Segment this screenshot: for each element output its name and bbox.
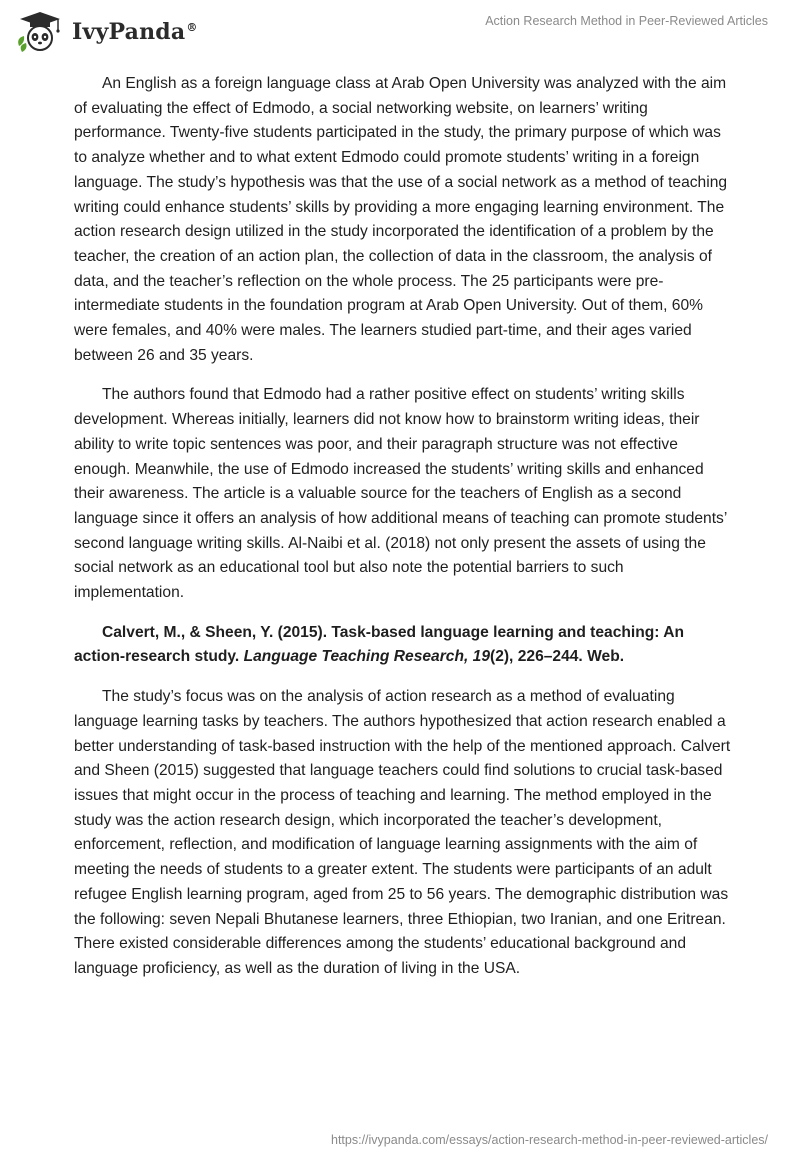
body-paragraph: An English as a foreign language class at Arab Open University was analyzed with the aim of evaluating the effect of Edmodo, a social networking website, on learners’ writing performance. Twenty-five students participated in the study, the primary purpose of which was to analyze whether and to what extent Edmodo could promote students’ writing in a foreign language. The study’s hypothesis was that the use of a social network as a method of teaching writing could enhance students’ skills by providing a more engaging learning environment. The action research design utilized in the study incorporated the identification of a problem by the teacher, the creation of an action plan, the collection of data in the classroom, the analysis of data, and the teacher’s reflection on the whole process. The 25 participants were pre-intermediate students in the foundation program at Arab Open University. Out of them, 60% were females, and 40% were males. The learners studied part-time, and their ages varied between 26 and 35 years.	[74, 75, 728, 364]
reference-citation	[74, 621, 734, 670]
reference-journal: Language Teaching Research, 19	[243, 648, 490, 666]
page-header	[0, 0, 800, 60]
ivypanda-logo[interactable]	[14, 10, 198, 54]
body-paragraph: The study’s focus was on the analysis of action research as a method of evaluating language learning tasks by teachers. The authors hypothesized that action research enabled a better understanding of task-based instruction with the help of the mentioned approach. Calvert and Sheen (2015) suggested that language teachers could find solutions to crucial task-based issues that might occur in the process of teaching and learning. The method employed in the study was the action research design, which incorporated the teacher’s development, enforcement, reflection, and modification of language learning assignments with the aim of meeting the needs of students to a greater extent. The students were participants of an adult refugee English learning program, aged from 25 to 56 years. The demographic distribution was the following: seven Nepali Bhutanese learners, three Ethiopian, two Iranian, and one Eritrean. There existed considerable differences among the students’ educational background and language proficiency, as well as the duration of living in the USA.	[74, 688, 731, 977]
panda-graduate-icon	[14, 10, 66, 54]
document-title: Action Research Method in Peer-Reviewed Articles	[485, 14, 768, 28]
reference-text: Calvert, M., & Sheen, Y. (2015). Task-based language learning and teaching: An action-research study.	[74, 623, 685, 666]
logo-wordmark: IvyPanda®	[72, 19, 198, 45]
reference-tail: (2), 226–244. Web.	[490, 648, 625, 666]
body-paragraph: The authors found that Edmodo had a rather positive effect on students’ writing skills development. Whereas initially, learners did not know how to brainstorm writing ideas, their ability to write topic sentences was poor, and their paragraph structure was not effective enough. Meanwhile, the use of Edmodo increased the students’ writing skills and enhanced their awareness. The article is a valuable source for the teachers of English as a second language since it offers an analysis of how additional means of teaching can promote students’ second language writing skills. Al-Naibi et al. (2018) not only present the assets of using the social network as an educational tool but also note the potential barriers to such implementation.	[74, 386, 727, 602]
article-body	[74, 72, 734, 997]
source-url-link[interactable]: https://ivypanda.com/essays/action-research-method-in-peer-reviewed-articles/	[331, 1133, 768, 1147]
